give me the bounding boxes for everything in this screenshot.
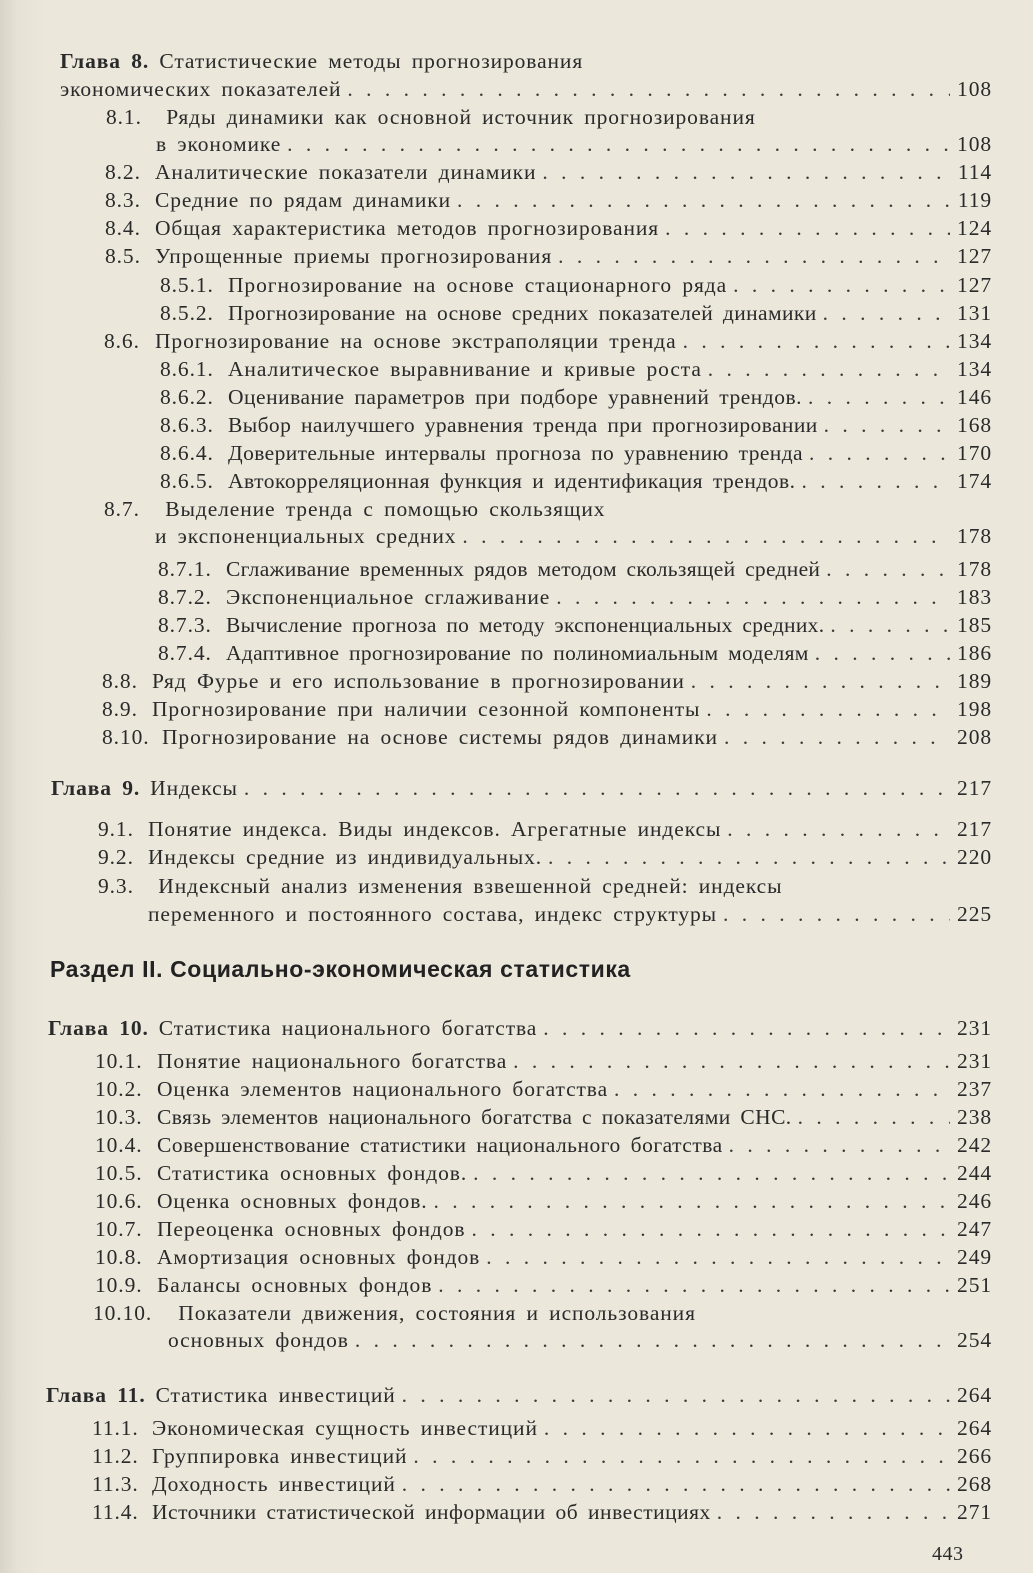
entry-title: Адаптивное прогнозирование по полиномиальным моделям (226, 641, 809, 665)
entry-page: 220 (957, 845, 992, 869)
toc-entry-10-5 (95, 1160, 992, 1186)
leader-dots (809, 640, 950, 666)
entry-page: 198 (957, 697, 992, 721)
entry-number: 8.5.2. (160, 301, 214, 325)
entry-number: 8.3. (105, 188, 141, 212)
leader-dots (727, 272, 950, 298)
leader-dots (659, 215, 950, 241)
entry-number: 10.10. (93, 1301, 153, 1325)
chapter-9-title: Индексы (150, 776, 238, 800)
leader-dots (537, 1015, 950, 1041)
leader-dots (536, 159, 950, 185)
toc-entry-11-1 (92, 1415, 992, 1441)
toc-entry-10-2 (95, 1076, 992, 1102)
toc-entry-10-7 (95, 1216, 992, 1242)
leader-dots (792, 1104, 950, 1130)
leader-dots (796, 468, 950, 494)
entry-page: 268 (957, 1472, 992, 1496)
leader-dots (341, 76, 950, 102)
toc-entry-10-8 (95, 1244, 992, 1270)
entry-number: 8.6. (104, 329, 140, 353)
entry-title: Прогнозирование на основе системы рядов динамики (162, 725, 718, 749)
entry-page: 124 (957, 216, 992, 240)
entry-title-cont: основных фондов (168, 1328, 349, 1352)
chapter-10-page: 231 (957, 1016, 992, 1040)
leader-dots (349, 1327, 950, 1353)
entry-title-cont: в экономике (156, 132, 282, 156)
entry-number: 8.7.2. (158, 585, 212, 609)
entry-number: 8.5.1. (160, 273, 214, 297)
entry-page: 271 (957, 1500, 992, 1524)
toc-entry-8-7-3 (158, 612, 992, 638)
chapter-11-page: 264 (957, 1383, 992, 1407)
toc-entry-8-4 (105, 215, 992, 241)
toc-entry-8-7-1 (158, 556, 992, 582)
entry-title: Связь элементов национального богатства с показателями СНС. (157, 1105, 792, 1129)
entry-title: Прогнозирование при наличии сезонной компоненты (152, 697, 701, 721)
toc-entry-10-1 (95, 1048, 992, 1074)
entry-page: 238 (957, 1105, 992, 1129)
entry-number: 8.4. (105, 216, 141, 240)
entry-page: 249 (957, 1245, 992, 1269)
toc-entry-8-10 (102, 724, 992, 750)
leader-dots (428, 1188, 950, 1214)
entry-page: 146 (957, 385, 992, 409)
entry-title: Экономическая сущность инвестиций (152, 1416, 538, 1440)
leader-dots (818, 412, 950, 438)
entry-title: Источники статистической информации об инвестициях (152, 1500, 711, 1524)
toc-entry-8-1-line1 (106, 104, 986, 130)
leader-dots (723, 1132, 950, 1158)
entry-title: Экспоненциальное сглаживание (226, 585, 551, 609)
entry-page: 131 (957, 301, 992, 325)
entry-title: Индексы средние из индивидуальных. (148, 845, 543, 869)
entry-title: Автокорреляционная функция и идентификация трендов. (228, 469, 796, 493)
entry-title-cont: переменного и постоянного состава, индекс структуры (148, 902, 717, 926)
toc-entry-8-5 (105, 243, 992, 269)
chapter-10-label: Глава 10. (48, 1016, 149, 1040)
leader-dots (542, 844, 950, 870)
entry-number: 11.1. (92, 1416, 139, 1440)
leader-dots (711, 1499, 950, 1525)
entry-title: Выделение тренда с помощью скользящих (165, 497, 606, 521)
entry-number: 8.7.1. (158, 557, 212, 581)
entry-title: Совершенствование статистики национального богатства (157, 1133, 723, 1157)
leader-dots (718, 724, 950, 750)
toc-entry-8-5-2 (160, 300, 992, 326)
entry-page: 183 (957, 585, 992, 609)
entry-number: 8.8. (102, 669, 138, 693)
entry-title: Группировка инвестиций (152, 1444, 408, 1468)
chapter-8-page: 108 (957, 77, 992, 101)
toc-entry-9-1 (98, 816, 992, 842)
leader-dots (817, 300, 950, 326)
entry-page: 134 (957, 357, 992, 381)
entry-title: Средние по рядам динамики (155, 188, 452, 212)
leader-dots (803, 440, 950, 466)
leader-dots (507, 1048, 950, 1074)
part-2-heading: Раздел II. Социально-экономическая статистика (50, 956, 631, 982)
leader-dots (824, 612, 950, 638)
chapter-11-title: Статистика инвестиций (155, 1383, 396, 1407)
entry-number: 8.6.5. (160, 469, 214, 493)
entry-number: 10.3. (95, 1105, 143, 1129)
chapter-9-page: 217 (957, 776, 992, 800)
entry-number: 10.4. (95, 1133, 143, 1157)
entry-page: 254 (957, 1328, 992, 1352)
entry-title: Понятие индекса. Виды индексов. Агрегатные индексы (148, 817, 722, 841)
toc-entry-8-6-5 (160, 468, 992, 494)
leader-dots (432, 1272, 950, 1298)
entry-page: 225 (957, 902, 992, 926)
entry-page: 168 (957, 413, 992, 437)
leader-dots (550, 584, 950, 610)
leader-dots (700, 696, 950, 722)
chapter-8-title-line2: экономических показателей (60, 77, 342, 101)
toc-entry-8-6-2 (160, 384, 992, 410)
entry-title: Ряд Фурье и его использование в прогнозировании (152, 669, 685, 693)
entry-number: 8.6.1. (160, 357, 214, 381)
leader-dots (685, 668, 950, 694)
entry-title: Вычисление прогноза по методу экспоненциальных средних. (226, 613, 825, 637)
entry-number: 11.4. (92, 1500, 139, 1524)
toc-entry-10-9 (95, 1272, 992, 1298)
entry-page: 251 (957, 1273, 992, 1297)
entry-title: Амортизация основных фондов (157, 1245, 481, 1269)
entry-page: 237 (957, 1077, 992, 1101)
leader-dots (677, 328, 950, 354)
entry-title-cont: и экспоненциальных средних (155, 524, 457, 548)
toc-entry-10-10-line1 (93, 1300, 973, 1326)
entry-number: 8.10. (102, 725, 150, 749)
toc-entry-8-1-line2 (156, 131, 992, 157)
entry-page: 185 (957, 613, 992, 637)
entry-title: Понятие национального богатства (157, 1049, 508, 1073)
leader-dots (552, 243, 950, 269)
toc-entry-9-3-line2 (148, 901, 992, 927)
entry-page: 178 (957, 557, 992, 581)
entry-number: 8.6.4. (160, 441, 214, 465)
entry-number: 8.7. (104, 497, 140, 521)
entry-number: 8.6.2. (160, 385, 214, 409)
leader-dots (721, 816, 950, 842)
chapter-11-heading (46, 1382, 992, 1408)
toc-entry-8-6-4 (160, 440, 992, 466)
entry-title: Доходность инвестиций (152, 1472, 396, 1496)
toc-entry-11-4 (92, 1499, 992, 1525)
entry-title: Аналитическое выравнивание и кривые роста (228, 357, 702, 381)
leader-dots (396, 1382, 950, 1408)
entry-number: 8.9. (102, 697, 138, 721)
leader-dots (820, 556, 950, 582)
entry-title: Доверительные интервалы прогноза по уравнению тренда (228, 441, 803, 465)
toc-entry-8-7-2 (158, 584, 992, 610)
entry-page: 134 (957, 329, 992, 353)
toc-entry-10-10-line2 (168, 1327, 992, 1353)
entry-title: Общая характеристика методов прогнозирования (155, 216, 660, 240)
entry-title: Упрощенные приемы прогнозирования (155, 244, 553, 268)
leader-dots (467, 1160, 950, 1186)
toc-entry-10-3 (95, 1104, 992, 1130)
toc-entry-8-7-line2 (155, 523, 992, 549)
entry-number: 10.7. (95, 1217, 143, 1241)
entry-page: 186 (957, 641, 992, 665)
leader-dots (480, 1244, 950, 1270)
entry-title: Оценивание параметров при подборе уравнений трендов. (228, 385, 802, 409)
entry-page: 246 (957, 1189, 992, 1213)
entry-title: Прогнозирование на основе стационарного ряда (228, 273, 728, 297)
leader-dots (465, 1216, 950, 1242)
entry-number: 9.3. (98, 874, 134, 898)
toc-entry-8-7-4 (158, 640, 992, 666)
page-number: 443 (932, 1543, 964, 1565)
chapter-11-label: Глава 11. (46, 1383, 146, 1407)
entry-page: 244 (957, 1161, 992, 1185)
entry-page: 170 (957, 441, 992, 465)
entry-title: Оценка основных фондов. (157, 1189, 428, 1213)
chapter-9-label: Глава 9. (51, 776, 141, 800)
entry-number: 8.7.4. (158, 641, 212, 665)
entry-number: 8.7.3. (158, 613, 212, 637)
chapter-9-heading (51, 775, 992, 801)
entry-page: 127 (957, 273, 992, 297)
entry-page: 178 (957, 524, 992, 548)
chapter-8-title-line1: Статистические методы прогнозирования (159, 49, 584, 73)
toc-entry-8-9 (102, 696, 992, 722)
entry-title: Прогнозирование на основе средних показателей динамики (228, 301, 817, 325)
entry-page: 208 (957, 725, 992, 749)
toc-entry-8-5-1 (160, 272, 992, 298)
entry-page: 108 (957, 132, 992, 156)
entry-title: Переоценка основных фондов (157, 1217, 466, 1241)
toc-entry-10-6 (95, 1188, 992, 1214)
entry-title: Аналитические показатели динамики (155, 160, 537, 184)
leader-dots (717, 901, 950, 927)
entry-page: 217 (957, 817, 992, 841)
entry-number: 10.6. (95, 1189, 143, 1213)
entry-page: 114 (957, 160, 992, 184)
toc-entry-9-3-line1 (98, 873, 978, 899)
entry-number: 10.1. (95, 1049, 143, 1073)
toc-entry-9-2 (98, 844, 992, 870)
toc-entry-8-3 (105, 187, 992, 213)
entry-title: Ряды динамики как основной источник прогнозирования (166, 105, 756, 129)
entry-number: 9.1. (98, 817, 134, 841)
toc-entry-8-8 (102, 668, 992, 694)
entry-number: 10.2. (95, 1077, 143, 1101)
toc-entry-8-6 (104, 328, 992, 354)
entry-number: 8.2. (105, 160, 141, 184)
entry-title: Выбор наилучшего уравнения тренда при прогнозировании (228, 413, 818, 437)
entry-page: 189 (957, 669, 992, 693)
chapter-10-title: Статистика национального богатства (158, 1016, 538, 1040)
leader-dots (451, 187, 950, 213)
chapter-10-heading (48, 1015, 992, 1041)
entry-title: Индексный анализ изменения взвешенной средней: индексы (158, 874, 783, 898)
entry-page: 247 (957, 1217, 992, 1241)
entry-number: 11.2. (92, 1444, 139, 1468)
leader-dots (802, 384, 950, 410)
leader-dots (608, 1076, 950, 1102)
toc-entry-11-2 (92, 1443, 992, 1469)
toc-entry-8-6-1 (160, 356, 992, 382)
toc-entry-11-3 (92, 1471, 992, 1497)
entry-number: 10.5. (95, 1161, 143, 1185)
entry-page: 174 (957, 469, 992, 493)
leader-dots (238, 775, 950, 801)
entry-number: 8.1. (106, 105, 142, 129)
entry-number: 8.6.3. (160, 413, 214, 437)
entry-title: Сглаживание временных рядов методом скользящей средней (226, 557, 821, 581)
toc-entry-8-7-line1 (104, 496, 984, 522)
leader-dots (702, 356, 950, 382)
leader-dots (396, 1471, 950, 1497)
entry-title: Оценка элементов национального богатства (157, 1077, 609, 1101)
leader-dots (281, 131, 950, 157)
leader-dots (407, 1443, 950, 1469)
entry-number: 11.3. (92, 1472, 139, 1496)
entry-title: Балансы основных фондов (157, 1273, 433, 1297)
entry-number: 10.9. (95, 1273, 143, 1297)
entry-page: 127 (957, 244, 992, 268)
chapter-8-label: Глава 8. (60, 49, 150, 73)
toc-entry-8-2 (105, 159, 992, 185)
leader-dots (538, 1415, 950, 1441)
entry-title: Прогнозирование на основе экстраполяции тренда (155, 329, 677, 353)
entry-title: Показатели движения, состояния и использования (178, 1301, 696, 1325)
entry-number: 9.2. (98, 845, 134, 869)
entry-number: 10.8. (95, 1245, 143, 1269)
chapter-8-heading-line2 (60, 76, 992, 102)
entry-page: 119 (957, 188, 992, 212)
toc-entry-8-6-3 (160, 412, 992, 438)
entry-page: 266 (957, 1444, 992, 1468)
toc-entry-10-4 (95, 1132, 992, 1158)
entry-page: 264 (957, 1416, 992, 1440)
entry-page: 242 (957, 1133, 992, 1157)
leader-dots (456, 523, 950, 549)
chapter-8-heading-line1 (60, 48, 985, 74)
entry-page: 231 (957, 1049, 992, 1073)
entry-number: 8.5. (105, 244, 141, 268)
entry-title: Статистика основных фондов. (157, 1161, 468, 1185)
